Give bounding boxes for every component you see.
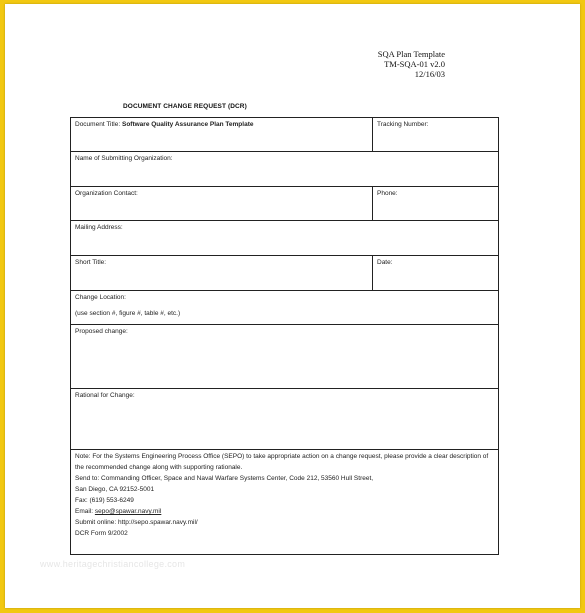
header-date: 12/16/03 xyxy=(414,69,445,79)
email-label: Email: xyxy=(75,508,94,515)
short-title-cell[interactable] xyxy=(71,256,373,291)
form-id-line: DCR Form 9/2002 xyxy=(75,530,128,537)
form-title: DOCUMENT CHANGE REQUEST (DCR) xyxy=(123,103,247,110)
document-header xyxy=(378,49,445,79)
note-line-2: the recommended change along with supporting rationale. xyxy=(75,464,243,471)
short-title-label: Short Title: xyxy=(75,259,107,266)
proposed-change-label: Proposed change: xyxy=(75,328,128,335)
org-contact-label: Organization Contact: xyxy=(75,190,138,197)
mailing-address-label: Mailing Address: xyxy=(75,224,123,231)
email-link[interactable]: sepo@spawar.navy.mil xyxy=(94,508,162,515)
submitting-org-label: Name of Submitting Organization: xyxy=(75,155,173,162)
email-line xyxy=(75,508,494,516)
header-template-name: SQA Plan Template xyxy=(377,49,445,59)
tracking-number-cell[interactable] xyxy=(373,118,499,152)
document-title-label: Document Title: xyxy=(75,121,121,128)
note-cell xyxy=(71,450,499,555)
proposed-change-cell[interactable] xyxy=(71,325,499,389)
document-title-cell[interactable] xyxy=(71,118,373,152)
phone-label: Phone: xyxy=(377,190,398,197)
change-location-hint: (use section #, figure #, table #, etc.) xyxy=(75,310,181,317)
header-version: TM-SQA-01 v2.0 xyxy=(384,59,445,69)
date-label: Date: xyxy=(377,259,393,266)
change-location-cell[interactable] xyxy=(71,291,499,325)
submit-online-line[interactable]: Submit online: http://sepo.spawar.navy.mil/ xyxy=(75,519,198,526)
submitting-org-cell[interactable] xyxy=(71,152,499,187)
rational-cell[interactable] xyxy=(71,389,499,450)
document-title-value: Software Quality Assurance Plan Template xyxy=(121,121,254,128)
org-contact-cell[interactable] xyxy=(71,187,373,221)
send-to-line: Send to: Commanding Officer, Space and Naval Warfare Systems Center, Code 212, 53560 Hull Street, xyxy=(75,475,374,482)
phone-cell[interactable] xyxy=(373,187,499,221)
city-line: San Diego, CA 92152-5001 xyxy=(75,486,155,493)
tracking-number-label: Tracking Number: xyxy=(377,121,429,128)
fax-line: Fax: (619) 553-6249 xyxy=(75,497,134,504)
note-line-1: Note: For the Systems Engineering Process Office (SEPO) to take appropriate action on a change request, please provide a clear description of xyxy=(75,453,489,460)
change-location-label: Change Location: xyxy=(75,294,126,301)
date-cell[interactable] xyxy=(373,256,499,291)
dcr-form-table xyxy=(70,117,499,555)
watermark-text: www.heritagechristiancollege.com xyxy=(40,559,186,569)
mailing-address-cell[interactable] xyxy=(71,221,499,256)
rational-label: Rational for Change: xyxy=(75,392,135,399)
